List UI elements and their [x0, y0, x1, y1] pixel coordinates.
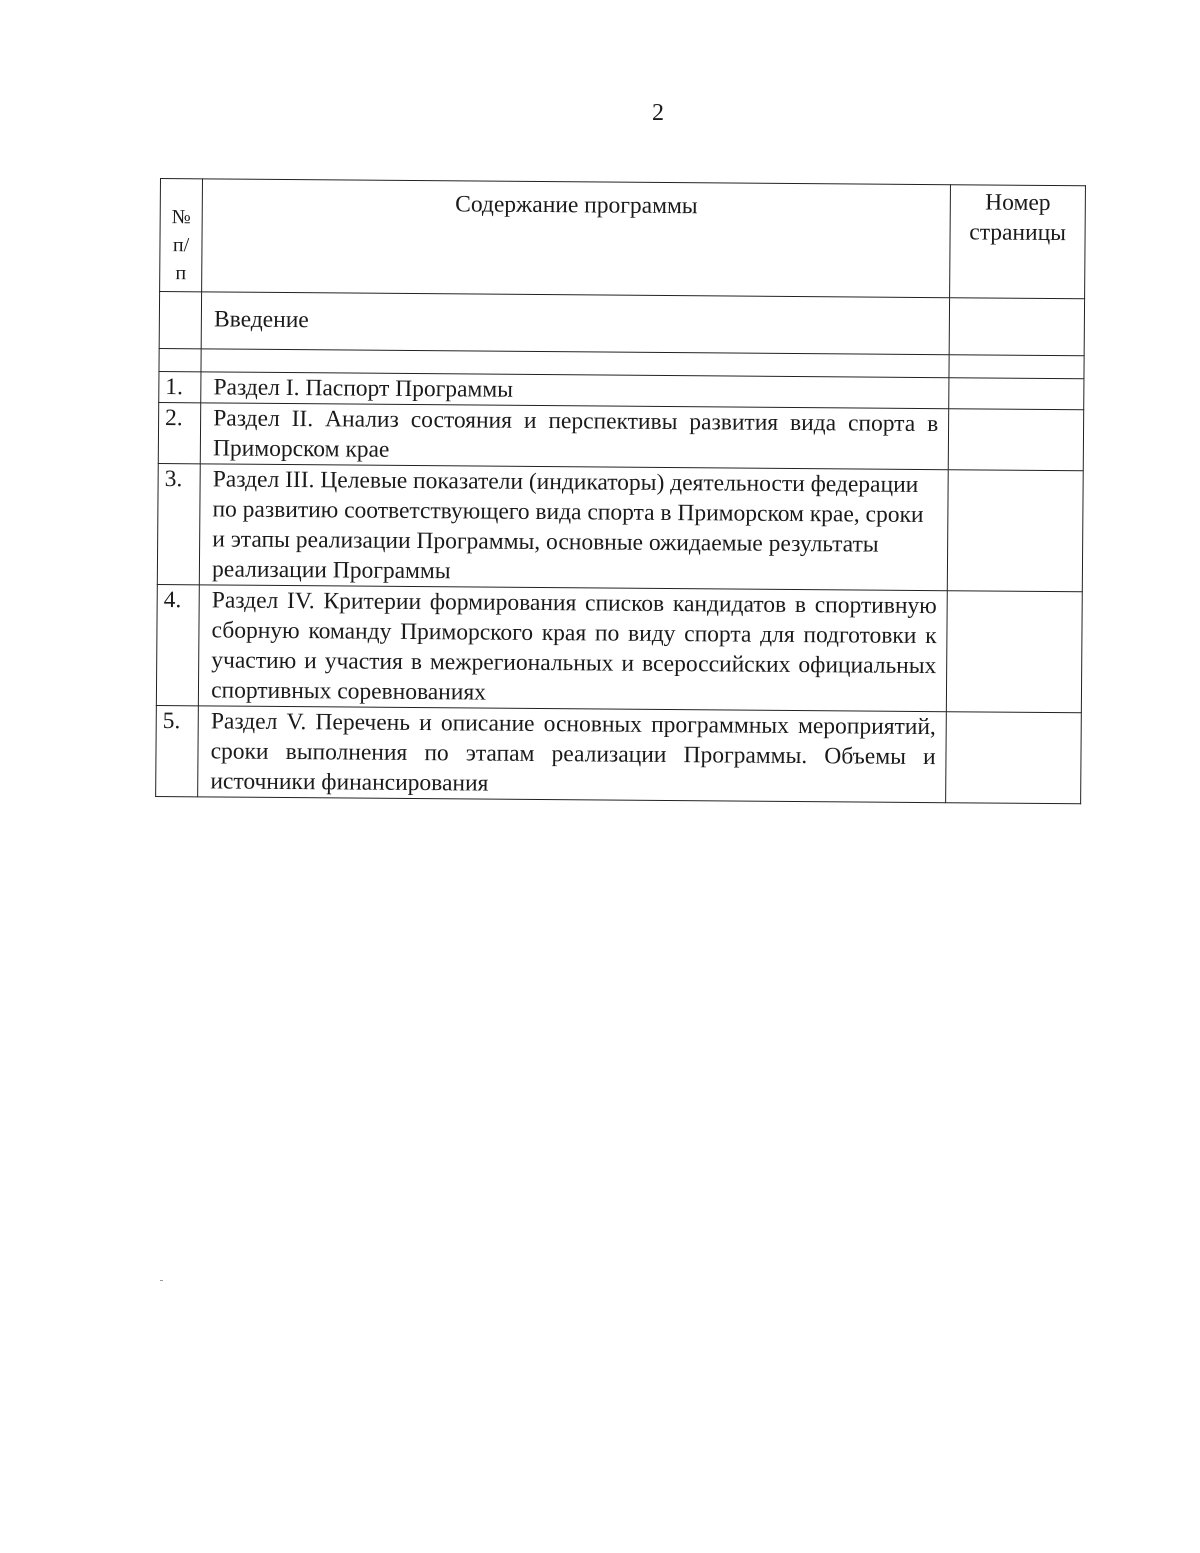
- table-row: [157, 463, 1083, 591]
- row-page: [947, 470, 1083, 592]
- header-number-sign: №: [171, 206, 191, 229]
- row-page: [949, 378, 1084, 410]
- row-page: [946, 712, 1082, 804]
- table-row: [158, 402, 1083, 470]
- row-number: [159, 292, 202, 349]
- row-content: Раздел I. Паспорт Программы: [201, 372, 949, 409]
- row-number: [159, 348, 201, 371]
- header-number-cell: [160, 179, 203, 292]
- row-number: 4.: [156, 584, 199, 705]
- page-number: 2: [652, 100, 664, 126]
- row-number: 3.: [157, 463, 200, 584]
- row-number: 5.: [156, 705, 199, 796]
- header-number-abbrev: п/п: [172, 234, 190, 285]
- table-row: [159, 292, 1084, 356]
- row-content: Раздел IV. Критерии формирования списков кандидатов в спортивную сборную команду Приморского края по виду спорта для подготовки к участию и участия в межрегиональных и всероссийских официальных спортивных соревнованиях: [198, 585, 947, 712]
- row-content: Раздел III. Целевые показатели (индикаторы) деятельности федерации по развитию соответствующего вида спорта в Приморском крае, сроки и этапы реализации Программы, основные ожидаемые результаты реализации Программы: [199, 464, 948, 591]
- scan-speck: [160, 1280, 163, 1281]
- header-page-line2: страницы: [969, 219, 1067, 247]
- row-content: Раздел V. Перечень и описание основных программных мероприятий, сроки выполнения по этапам реализации Программы. Объемы и источники финансирования: [198, 706, 947, 803]
- header-page-cell: [950, 185, 1086, 299]
- row-content: Раздел II. Анализ состояния и перспективы развития вида спорта в Приморском крае: [200, 403, 948, 470]
- row-page: [946, 591, 1082, 713]
- row-page: [949, 298, 1084, 356]
- row-page: [948, 409, 1083, 471]
- row-number: 1.: [159, 371, 201, 402]
- table-row: [156, 705, 1082, 803]
- header-page-line1: Номер: [985, 189, 1051, 216]
- table-of-contents: [155, 178, 1086, 804]
- row-content: Введение: [201, 292, 949, 355]
- header-content-cell: Содержание программы: [202, 179, 951, 298]
- row-number: 2.: [158, 402, 201, 463]
- table-header-row: [160, 179, 1086, 299]
- row-page: [949, 355, 1084, 379]
- table-row: [156, 584, 1082, 712]
